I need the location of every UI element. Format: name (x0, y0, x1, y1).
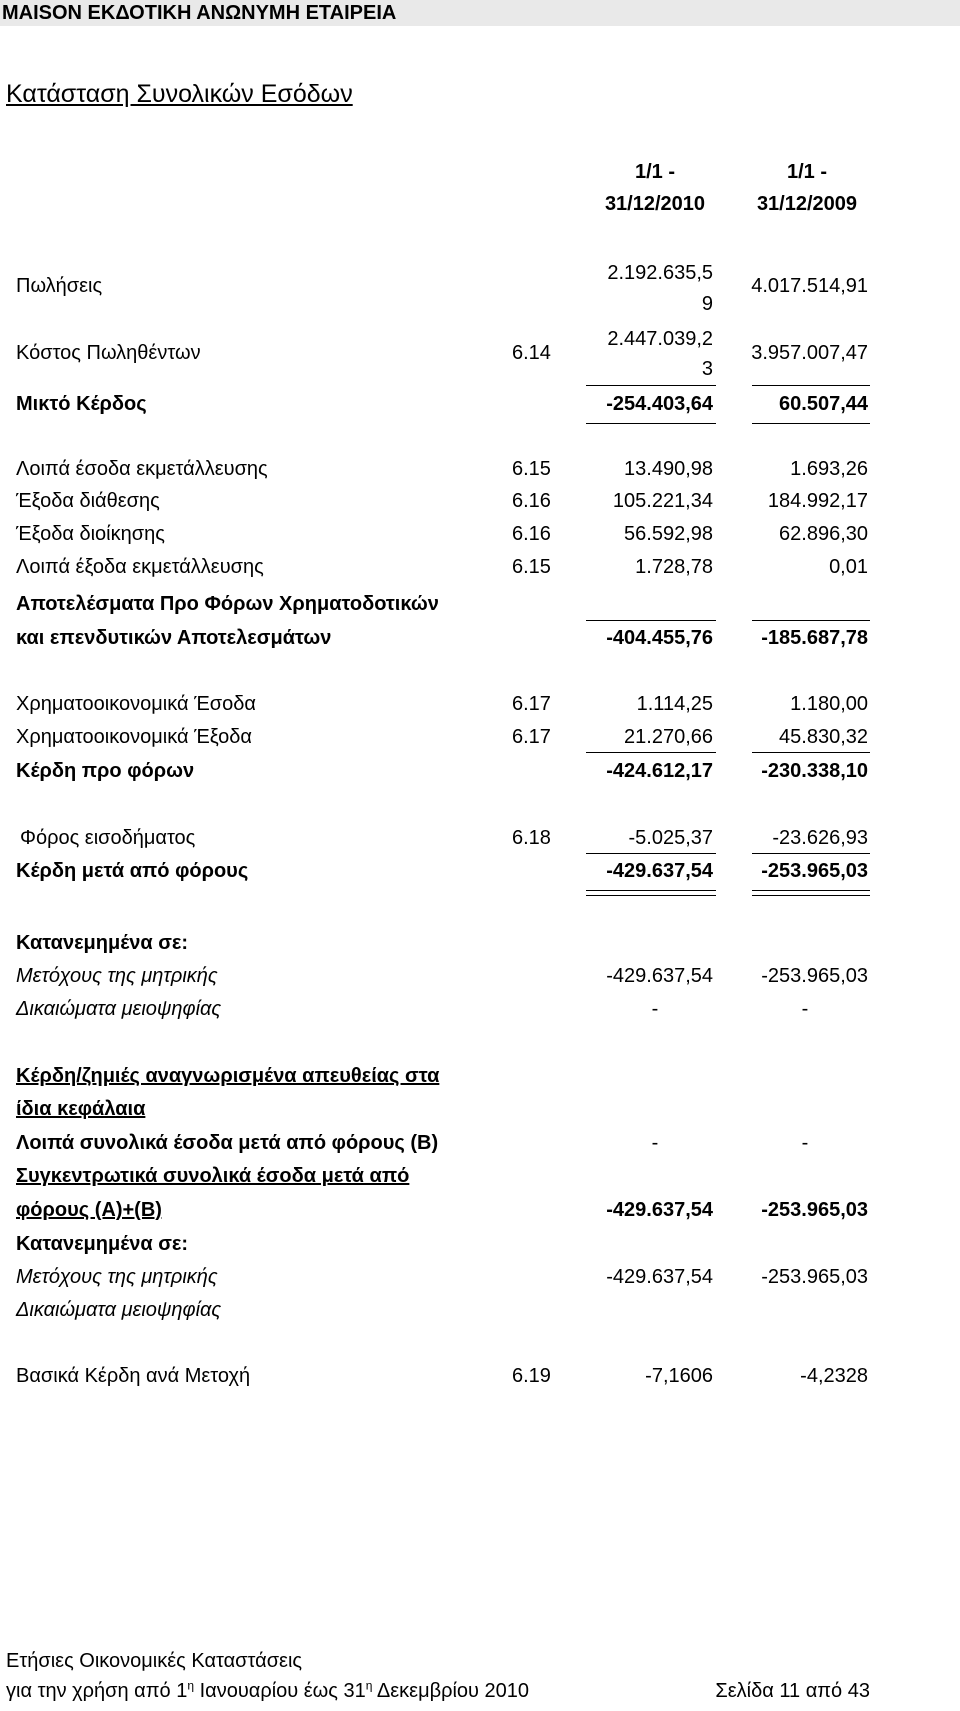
oci-label: Λοιπά συνολικά έσοδα μετά από φόρους (Β) (16, 1132, 439, 1154)
oci-head-2: ίδια κεφάλαια (16, 1098, 146, 1120)
admin-2009: 62.896,30 (779, 523, 868, 545)
selling-note: 6.16 (512, 490, 551, 512)
eps-2009: -4,2328 (800, 1365, 868, 1387)
fin-exp-2009: 45.830,32 (779, 726, 868, 748)
sales-label: Πωλήσεις (16, 275, 103, 297)
net-2009: -253.965,03 (761, 860, 868, 882)
ebit-label-1: Αποτελέσματα Προ Φόρων Χρηματοδοτικών (16, 593, 439, 615)
total-2010: -429.637,54 (606, 1199, 713, 1221)
parent2-2009: -253.965,03 (761, 1266, 868, 1288)
total-2009: -253.965,03 (761, 1199, 868, 1221)
gross-top-rule-2009 (752, 385, 870, 386)
footer-period-b: Ιανουαρίου έως 31 (194, 1680, 366, 1702)
gross-2010: -254.403,64 (606, 393, 713, 415)
admin-label: Έξοδα διοίκησης (16, 523, 165, 545)
company-name: MAISON ΕΚΔΟΤΙΚΗ ΑΝΩΝΥΜΗ ΕΤΑΙΡΕΙΑ (0, 0, 960, 26)
other-income-label: Λοιπά έσοδα εκμετάλλευσης (16, 458, 268, 480)
ebt-label: Κέρδη προ φόρων (16, 760, 195, 782)
other-income-2009: 1.693,26 (790, 458, 868, 480)
tax-label: Φόρος εισοδήματος (20, 827, 196, 849)
net-top-rule (586, 853, 716, 854)
gross-top-rule (586, 385, 716, 386)
selling-2009: 184.992,17 (767, 490, 868, 512)
footer-period-c: Δεκεμβρίου 2010 (372, 1680, 530, 1702)
cost-note: 6.14 (512, 342, 551, 364)
tax-2009: -23.626,93 (772, 827, 868, 849)
page-title: Κατάσταση Συνολικών Εσόδων (6, 80, 353, 108)
selling-label: Έξοδα διάθεσης (16, 490, 160, 512)
oci-2010: - (651, 1132, 659, 1154)
sales-2010-b: 9 (701, 293, 713, 315)
footer-sup-b: η (365, 1678, 373, 1693)
parent1-2010: -429.637,54 (606, 965, 713, 987)
admin-note: 6.16 (512, 523, 551, 545)
ebit-2009: -185.687,78 (761, 627, 868, 649)
cost-label: Κόστος Πωληθέντων (16, 342, 201, 364)
alloc2-label: Κατανεμημένα σε: (16, 1233, 189, 1255)
ebt-2010: -424.612,17 (606, 760, 713, 782)
net-double-rule (586, 890, 716, 896)
eps-2010: -7,1606 (645, 1365, 713, 1387)
sales-2010-a: 2.192.635,5 (607, 262, 713, 284)
net-double-rule-2009 (752, 890, 870, 896)
parent1-2009: -253.965,03 (761, 965, 868, 987)
fin-income-2009: 1.180,00 (790, 693, 868, 715)
ebit-label-2: και επενδυτικών Αποτελεσμάτων (16, 627, 332, 649)
fin-exp-label: Χρηματοοικονομικά Έξοδα (16, 726, 252, 748)
footer-sup-a: η (187, 1678, 195, 1693)
ebit-top-rule-2009 (752, 620, 870, 621)
fin-exp-note: 6.17 (512, 726, 551, 748)
col2-header-line2: 31/12/2009 (756, 193, 858, 215)
sales-2009: 4.017.514,91 (751, 275, 868, 297)
ebt-top-rule-2009 (752, 752, 870, 753)
eps-label: Βασικά Κέρδη ανά Μετοχή (16, 1365, 251, 1387)
other-income-2010: 13.490,98 (624, 458, 713, 480)
total-label-2: φόρους (Α)+(Β) (16, 1199, 162, 1221)
other-exp-label: Λοιπά έξοδα εκμετάλλευσης (16, 556, 264, 578)
net-label: Κέρδη μετά από φόρους (16, 860, 249, 882)
other-exp-2009: 0,01 (829, 556, 868, 578)
minority1-label: Δικαιώματα μειοψηφίας (16, 998, 222, 1020)
gross-2009: 60.507,44 (779, 393, 868, 415)
page-number: Σελίδα 11 από 43 (715, 1680, 870, 1702)
alloc1-label: Κατανεμημένα σε: (16, 932, 189, 954)
gross-label: Μικτό Κέρδος (16, 393, 147, 415)
tax-2010: -5.025,37 (628, 827, 713, 849)
fin-income-note: 6.17 (512, 693, 551, 715)
fin-income-2010: 1.114,25 (636, 693, 713, 715)
minority2-label: Δικαιώματα μειοψηφίας (16, 1299, 222, 1321)
tax-note: 6.18 (512, 827, 551, 849)
ebt-2009: -230.338,10 (761, 760, 868, 782)
gross-bottom-rule-2009 (752, 423, 870, 424)
other-exp-note: 6.15 (512, 556, 551, 578)
fin-income-label: Χρηματοοικονομικά Έσοδα (16, 693, 256, 715)
footer-period (6, 1680, 529, 1703)
other-exp-2010: 1.728,78 (635, 556, 713, 578)
fin-exp-2010: 21.270,66 (624, 726, 713, 748)
parent1-label: Μετόχους της μητρικής (16, 965, 218, 987)
other-income-note: 6.15 (512, 458, 551, 480)
eps-note: 6.19 (512, 1365, 551, 1387)
parent2-2010: -429.637,54 (606, 1266, 713, 1288)
col1-header-line2: 31/12/2010 (604, 193, 706, 215)
gross-bottom-rule (586, 423, 716, 424)
oci-2009: - (801, 1132, 809, 1154)
cost-2010-b: 3 (701, 358, 713, 380)
parent2-label: Μετόχους της μητρικής (16, 1266, 218, 1288)
col1-header-line1: 1/1 - (634, 161, 676, 183)
oci-head-1: Κέρδη/ζημιές αναγνωρισμένα απευθείας στα (16, 1065, 440, 1087)
ebit-top-rule (586, 620, 716, 621)
minority1-2009: - (801, 998, 809, 1020)
net-top-rule-2009 (752, 853, 870, 854)
admin-2010: 56.592,98 (624, 523, 713, 545)
cost-2010-a: 2.447.039,2 (607, 328, 713, 350)
minority1-2010: - (651, 998, 659, 1020)
footer-title: Ετήσιες Οικονομικές Καταστάσεις (6, 1650, 303, 1672)
cost-2009: 3.957.007,47 (751, 342, 868, 364)
total-label-1: Συγκεντρωτικά συνολικά έσοδα μετά από (16, 1165, 410, 1187)
selling-2010: 105.221,34 (612, 490, 713, 512)
col2-header-line1: 1/1 - (786, 161, 828, 183)
ebit-2010: -404.455,76 (606, 627, 713, 649)
footer-period-a: για την χρήση από 1 (6, 1680, 188, 1702)
net-2010: -429.637,54 (606, 860, 713, 882)
ebt-top-rule (586, 752, 716, 753)
